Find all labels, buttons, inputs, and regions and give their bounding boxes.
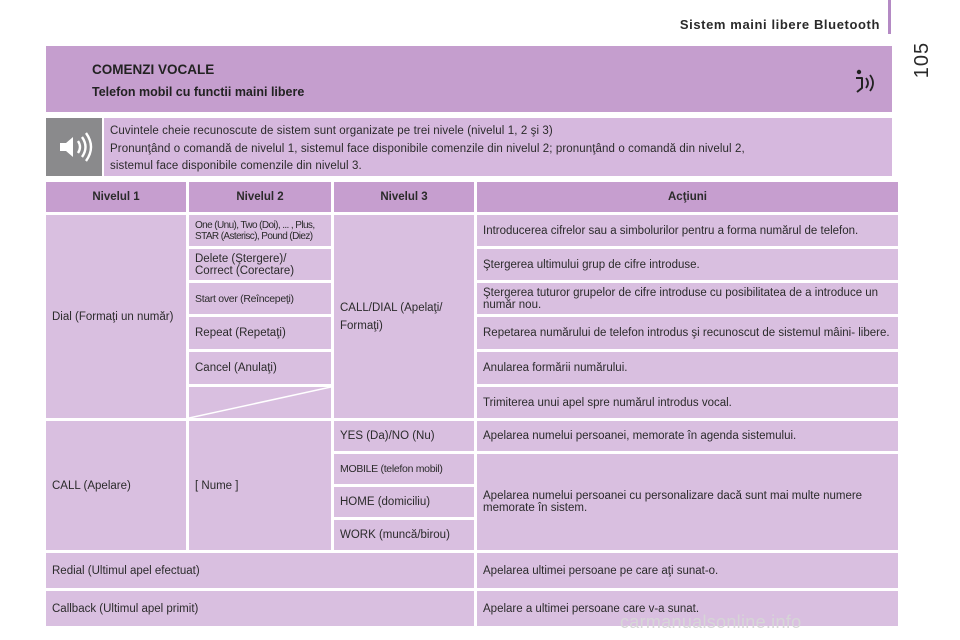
column-header-actions: Acţiuni bbox=[477, 182, 898, 212]
table-cell: Ştergerea tuturor grupelor de cifre introduse cu posibilitatea de a introduce un număr nou. bbox=[477, 283, 898, 314]
note-icon-box bbox=[46, 118, 102, 176]
call-level2-cell: [ Nume ] bbox=[189, 421, 331, 550]
note-line: Cuvintele cheie recunoscute de sistem sunt organizate pe trei nivele (nivelul 1, 2 şi 3) bbox=[110, 125, 553, 137]
table-cell-text: CALL/DIAL (Apelaţi/ Formaţi) bbox=[340, 301, 443, 332]
redial-cell: Redial (Ultimul apel efectuat) bbox=[46, 553, 474, 588]
page-number: 105 bbox=[911, 41, 933, 79]
header-accent-bar bbox=[888, 0, 891, 34]
table-cell: Introducerea cifrelor sau a simbolurilor pentru a forma numărul de telefon. bbox=[477, 215, 898, 246]
column-header-level2: Nivelul 2 bbox=[189, 182, 331, 212]
section-subtitle: Telefon mobil cu functii maini libere bbox=[92, 85, 305, 99]
table-cell: Start over (Reîncepeţi) bbox=[189, 283, 331, 314]
table-cell: One (Unu), Two (Doi), ... , Plus, STAR (Asterisc), Pound (Diez) bbox=[189, 215, 331, 246]
table-cell: HOME (domiciliu) bbox=[334, 487, 474, 517]
section-title: COMENZI VOCALE bbox=[92, 62, 215, 77]
call-level1-cell: CALL (Apelare) bbox=[46, 421, 186, 550]
speaker-voice-icon bbox=[46, 118, 102, 176]
table-cell: MOBILE (telefon mobil) bbox=[334, 454, 474, 484]
running-title: Sistem maini libere Bluetooth bbox=[679, 17, 880, 32]
note-line: Pronunţând o comandă de nivelul 1, sistemul face disponibile comenzile din nivelul 2; pronunţând o comandă din nivelul 2, bbox=[110, 143, 745, 155]
voice-commands-table bbox=[46, 182, 898, 626]
dial-level1-cell bbox=[46, 215, 186, 418]
table-cell: Repeat (Repetaţi) bbox=[189, 317, 331, 349]
voice-command-icon bbox=[852, 66, 880, 96]
table-cell: Repetarea numărului de telefon introdus şi recunoscut de sistemul mâini- libere. bbox=[477, 317, 898, 349]
info-note bbox=[104, 118, 892, 176]
column-header-level1: Nivelul 1 bbox=[46, 182, 186, 212]
table-cell: Apelare a ultimei persoane care v-a sunat. bbox=[477, 591, 898, 626]
dial-level3-cell bbox=[334, 215, 474, 418]
table-cell: Cancel (Anulaţi) bbox=[189, 352, 331, 384]
table-cell: Ştergerea ultimului grup de cifre introduse. bbox=[477, 249, 898, 280]
table-cell: WORK (muncă/birou) bbox=[334, 520, 474, 550]
note-line: sistemul face disponibile comenzile din nivelul 3. bbox=[110, 160, 362, 172]
callback-cell: Callback (Ultimul apel primit) bbox=[46, 591, 474, 626]
table-cell: Delete (Ştergere)/ Correct (Corectare) bbox=[189, 249, 331, 280]
table-cell: YES (Da)/NO (Nu) bbox=[334, 421, 474, 451]
watermark: carmanualsonline.info bbox=[620, 612, 802, 632]
table-cell: Trimiterea unui apel spre numărul introdus vocal. bbox=[477, 387, 898, 418]
table-cell-text: Dial (Formaţi un număr) bbox=[52, 310, 174, 323]
section-banner bbox=[46, 46, 892, 112]
column-header-level3: Nivelul 3 bbox=[334, 182, 474, 212]
table-cell: Apelarea numelui persoanei, memorate în agenda sistemului. bbox=[477, 421, 898, 451]
table-cell: Apelarea numelui persoanei cu personalizare dacă sunt mai multe numere memorate în sistem. bbox=[477, 454, 898, 550]
table-cell: Apelarea ultimei persoane pe care aţi sunat-o. bbox=[477, 553, 898, 588]
empty-diagonal-cell bbox=[189, 387, 331, 418]
table-cell: Anularea formării numărului. bbox=[477, 352, 898, 384]
